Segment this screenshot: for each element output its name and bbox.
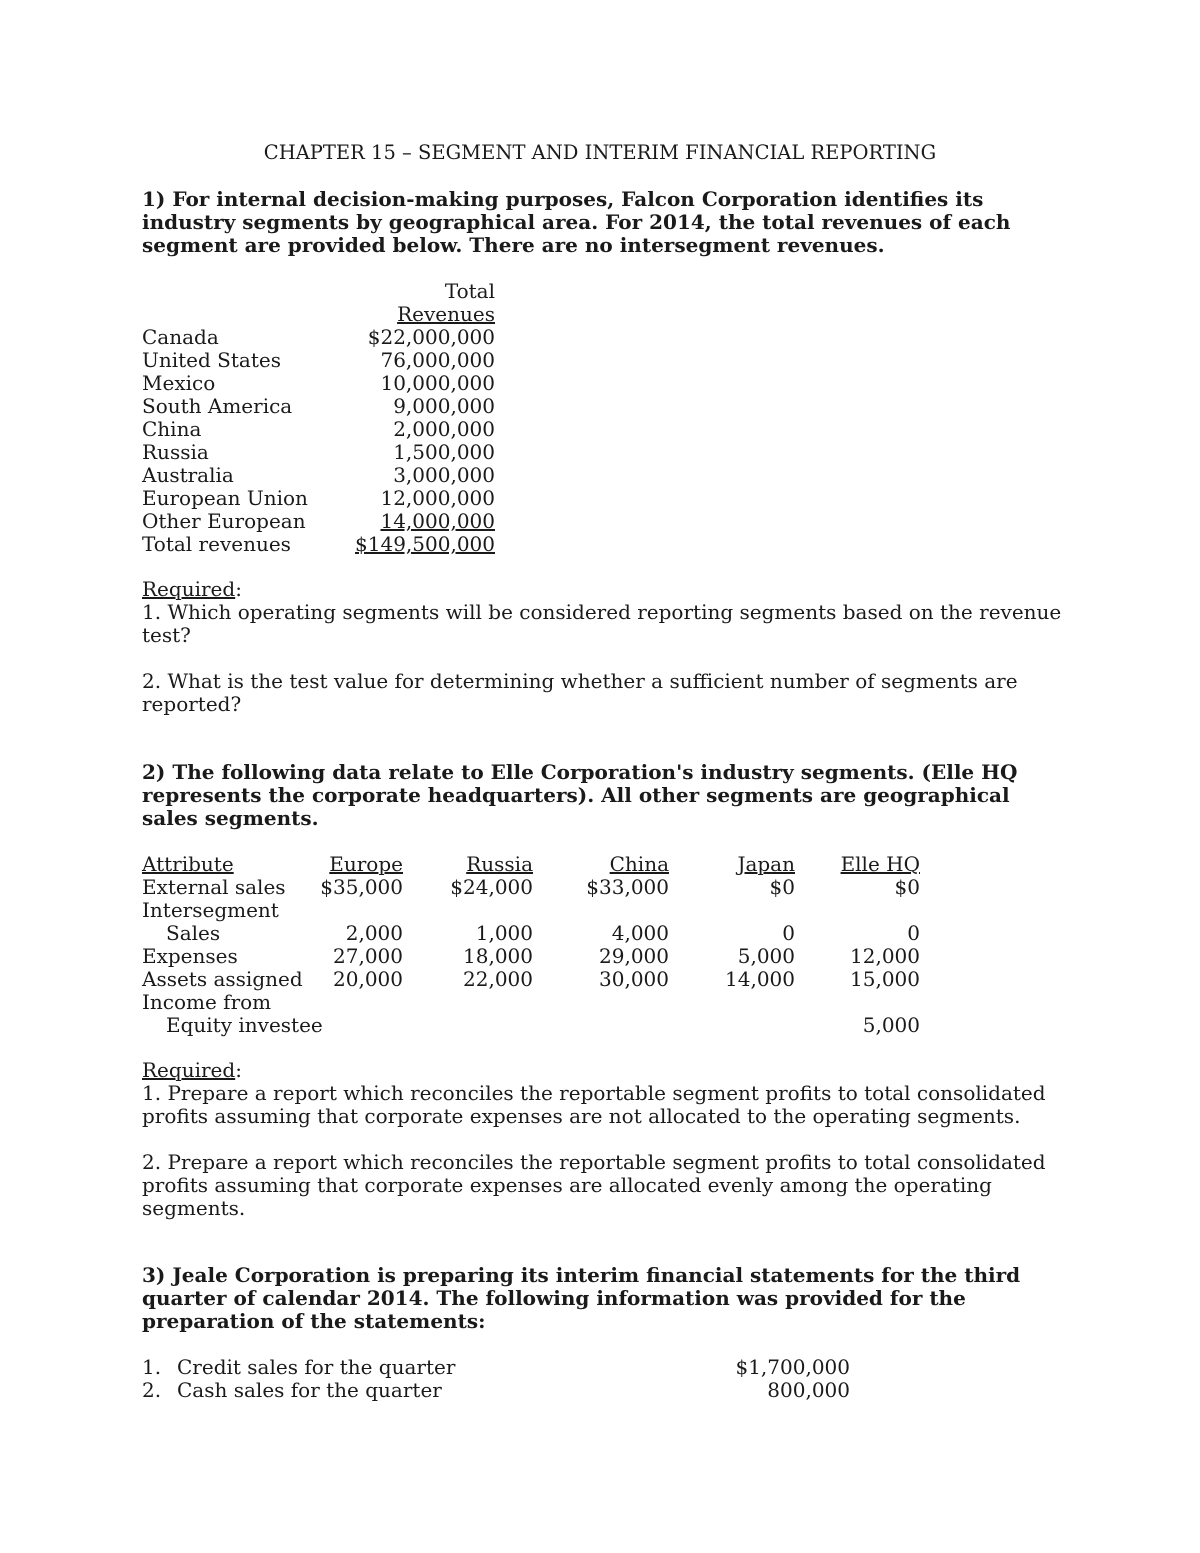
q1-total-value-wrapper bbox=[300, 533, 495, 556]
q1-row-value: 3,000,000 bbox=[393, 463, 495, 487]
q1-row-value-underlined bbox=[300, 510, 495, 533]
q1-row-value: 9,000,000 bbox=[393, 394, 495, 418]
q1-required-2: 2. What is the test value for determining whether a sufficient number of segments are reported? bbox=[142, 669, 1018, 716]
q2-cell: 14,000 bbox=[725, 967, 795, 991]
q2-row-label: Expenses bbox=[142, 944, 238, 968]
q1-col-header-total: Total bbox=[444, 279, 495, 303]
q1-total-value: $149,500,000 bbox=[355, 532, 495, 556]
q2-row-label: Equity investee bbox=[166, 1013, 323, 1037]
q1-intro: 1) For internal decision-making purposes, Falcon Corporation identifies its industry segments by geographical area. For 2014, the total revenues of each segment are provided below. There are no intersegment revenues. bbox=[142, 187, 1011, 257]
q3-item-number: 2. bbox=[142, 1378, 162, 1402]
q1-row-value: 14,000,000 bbox=[380, 509, 495, 533]
q1-col-header-revenues: Revenues bbox=[397, 302, 495, 326]
q3-item-value: $1,700,000 bbox=[735, 1355, 850, 1379]
q1-row-value: 2,000,000 bbox=[393, 417, 495, 441]
q1-row-label: United States bbox=[142, 348, 281, 372]
q2-cell: $0 bbox=[769, 875, 795, 899]
q2-cell: 1,000 bbox=[475, 921, 533, 945]
q2-required-heading: Required: bbox=[142, 1058, 242, 1082]
q1-required-1: 1. Which operating segments will be considered reporting segments based on the revenue test? bbox=[142, 600, 1062, 647]
q2-cell: $35,000 bbox=[320, 875, 403, 899]
q2-header-japan-wrap bbox=[692, 853, 795, 876]
q3-item-value: 800,000 bbox=[767, 1378, 850, 1402]
q2-header-japan: Japan bbox=[737, 852, 795, 876]
q2-intro: 2) The following data relate to Elle Corporation's industry segments. (Elle HQ represents the corporate headquarters). All other segments are geographical sales segments. bbox=[142, 760, 1018, 830]
q1-row-label: Australia bbox=[142, 463, 234, 487]
q2-required-1: 1. Prepare a report which reconciles the reportable segment profits to total consolidated profits assuming that corporate expenses are not allocated to the operating segments. bbox=[142, 1081, 1046, 1128]
q2-cell: 0 bbox=[782, 921, 795, 945]
q1-required-label: Required bbox=[142, 577, 236, 601]
q2-header-china: China bbox=[609, 852, 669, 876]
q2-row-label: Income from bbox=[142, 990, 272, 1014]
q2-row-label: Sales bbox=[166, 921, 221, 945]
q2-header-russia: Russia bbox=[466, 852, 533, 876]
q3-item-label: Credit sales for the quarter bbox=[177, 1355, 456, 1379]
q2-cell: 27,000 bbox=[333, 944, 403, 968]
q2-cell: 2,000 bbox=[345, 921, 403, 945]
q2-cell: 5,000 bbox=[862, 1013, 920, 1037]
q3-item-number: 1. bbox=[142, 1355, 162, 1379]
q2-cell: 29,000 bbox=[599, 944, 669, 968]
q1-row-label: South America bbox=[142, 394, 293, 418]
page-title: CHAPTER 15 – SEGMENT AND INTERIM FINANCIAL REPORTING bbox=[263, 141, 937, 164]
q3-intro: 3) Jeale Corporation is preparing its interim financial statements for the third quarter of calendar 2014. The following information was provided for the preparation of the statements: bbox=[142, 1263, 1021, 1333]
q2-header-elle-hq: Elle HQ bbox=[840, 852, 920, 876]
q2-cell: 4,000 bbox=[611, 921, 669, 945]
q2-cell: 30,000 bbox=[599, 967, 669, 991]
q2-header-china-wrap bbox=[566, 853, 669, 876]
q2-cell: 20,000 bbox=[333, 967, 403, 991]
q2-cell: $24,000 bbox=[450, 875, 533, 899]
q2-cell: 18,000 bbox=[463, 944, 533, 968]
q1-row-label: Other European bbox=[142, 509, 306, 533]
q2-cell: 5,000 bbox=[737, 944, 795, 968]
q2-cell: $33,000 bbox=[586, 875, 669, 899]
q2-row-label: Assets assigned bbox=[142, 967, 303, 991]
q2-cell: 15,000 bbox=[850, 967, 920, 991]
q2-row-label: External sales bbox=[142, 875, 286, 899]
q2-cell: 22,000 bbox=[463, 967, 533, 991]
q1-row-value: 12,000,000 bbox=[380, 486, 495, 510]
q3-item-label: Cash sales for the quarter bbox=[177, 1378, 442, 1402]
q2-header-europe-wrap bbox=[300, 853, 403, 876]
q1-required-heading: Required: bbox=[142, 577, 242, 601]
q1-row-label: European Union bbox=[142, 486, 308, 510]
q2-required-2: 2. Prepare a report which reconciles the reportable segment profits to total consolidated profits assuming that corporate expenses are allocated evenly among the operating segments. bbox=[142, 1150, 1046, 1220]
q2-required-label: Required bbox=[142, 1058, 236, 1082]
q2-cell: $0 bbox=[894, 875, 920, 899]
q2-header-russia-wrap bbox=[430, 853, 533, 876]
q1-row-label: Canada bbox=[142, 325, 219, 349]
q2-cell: 0 bbox=[907, 921, 920, 945]
q1-row-value: 76,000,000 bbox=[380, 348, 495, 372]
q1-row-label: China bbox=[142, 417, 202, 441]
q1-total-label: Total revenues bbox=[142, 532, 291, 556]
q2-cell: 12,000 bbox=[850, 944, 920, 968]
q1-row-value: 1,500,000 bbox=[393, 440, 495, 464]
q1-row-value: $22,000,000 bbox=[367, 325, 495, 349]
q2-header-attribute: Attribute bbox=[142, 852, 234, 876]
q2-header-europe: Europe bbox=[329, 852, 403, 876]
q2-row-label: Intersegment bbox=[142, 898, 279, 922]
q1-row-label: Mexico bbox=[142, 371, 216, 395]
q2-header-hq-wrap bbox=[817, 853, 920, 876]
q1-row-label: Russia bbox=[142, 440, 209, 464]
q1-row-value: 10,000,000 bbox=[380, 371, 495, 395]
